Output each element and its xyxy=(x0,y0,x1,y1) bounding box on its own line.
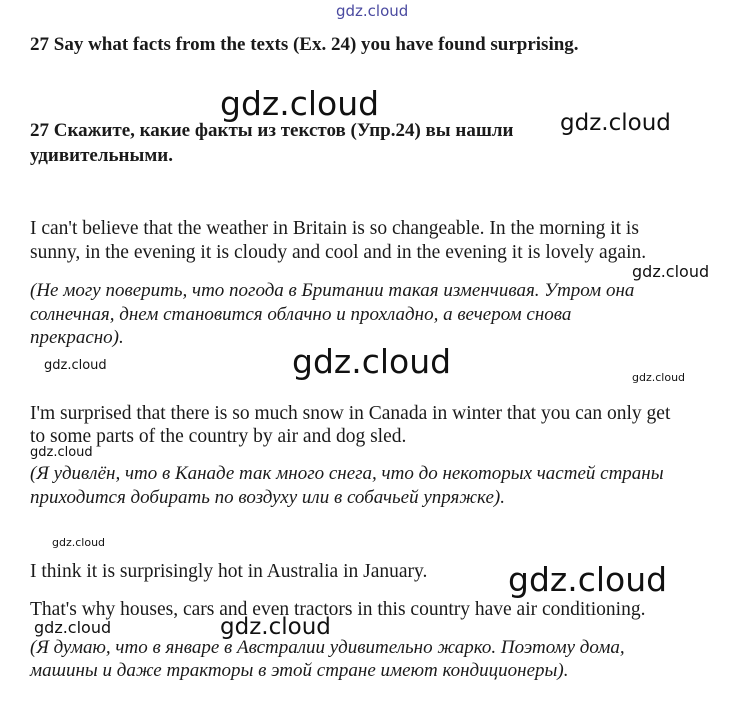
answer-2-ru-line-2: приходится добирать по воздуху или в собачьей упряжке). xyxy=(30,487,505,508)
answer-2-en-line-1: I'm surprised that there is so much snow in Canada in winter that you can only get xyxy=(30,403,671,424)
watermark-small-3: gdz.cloud xyxy=(30,445,93,460)
answer-1-en-line-2: sunny, in the evening it is cloudy and cool and in the evening it is lovely again. xyxy=(30,242,647,263)
watermark-large-2: gdz.cloud xyxy=(292,342,452,381)
watermark-large-3: gdz.cloud xyxy=(508,560,668,599)
watermark-large-1: gdz.cloud xyxy=(220,84,380,123)
watermark-medium-2: gdz.cloud xyxy=(220,614,331,640)
answer-1-ru-line-2: солнечная, днем становится облачно и прохладно, а вечером снова xyxy=(30,304,572,325)
answer-3-ru-line-2: машины и даже тракторы в этой стране имеют кондиционеры). xyxy=(30,660,569,681)
watermark-small-1: gdz.cloud xyxy=(632,262,710,281)
watermark-tiny-1: gdz.cloud xyxy=(632,371,686,384)
answer-2-ru-line-1: (Я удивлён, что в Канаде так много снега, что до некоторых частей страны xyxy=(30,463,664,484)
answer-1-en-line-1: I can't believe that the weather in Britain is so changeable. In the morning it is xyxy=(30,218,639,239)
watermark-medium-1: gdz.cloud xyxy=(560,110,671,136)
answer-2-en-line-2: to some parts of the country by air and dog sled. xyxy=(30,426,407,447)
watermark-top: gdz.cloud xyxy=(336,2,409,20)
answer-3-en-line-2: That's why houses, cars and even tractors in this country have air conditioning. xyxy=(30,599,646,620)
watermark-small-2: gdz.cloud xyxy=(44,358,107,373)
task-heading-ru-line-2: удивительными. xyxy=(30,145,173,166)
answer-3-en-line-1: I think it is surprisingly hot in Australia in January. xyxy=(30,561,428,582)
task-heading-en: 27 Say what facts from the texts (Ex. 24) you have found surprising. xyxy=(30,34,579,55)
answer-3-ru-line-1: (Я думаю, что в январе в Австралии удивительно жарко. Поэтому дома, xyxy=(30,637,625,658)
task-heading-ru-line-1: 27 Скажите, какие факты из текстов (Упр.24) вы нашли xyxy=(30,120,514,141)
answer-1-ru-line-3: прекрасно). xyxy=(30,327,124,348)
answer-1-ru-line-1: (Не могу поверить, что погода в Британии такая изменчивая. Утром она xyxy=(30,280,635,301)
watermark-small-4: gdz.cloud xyxy=(34,618,112,637)
watermark-tiny-2: gdz.cloud xyxy=(52,536,106,549)
